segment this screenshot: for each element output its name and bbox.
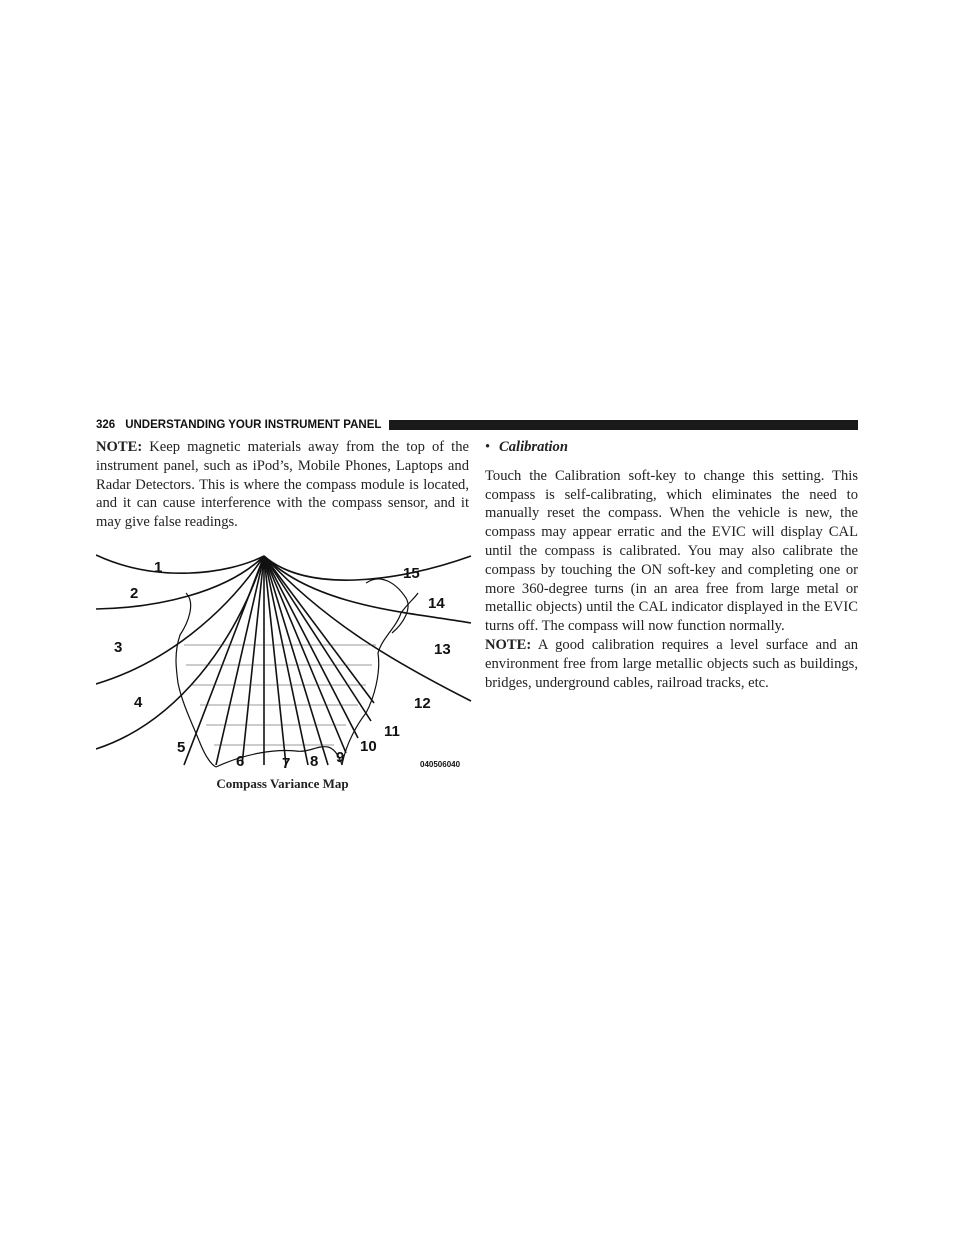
note-label-2: NOTE:	[485, 636, 532, 653]
page-number: 326	[96, 419, 116, 431]
zone-label-11: 11	[384, 723, 400, 740]
zone-label-9: 9	[336, 749, 345, 766]
zone-label-2: 2	[130, 585, 139, 602]
zone-label-12: 12	[414, 695, 431, 712]
calibration-bullet	[485, 438, 858, 457]
zone-label-10: 10	[360, 738, 377, 755]
calibration-paragraph: Touch the Calibration soft-key to change this setting. This compass is self-calibrating, which eliminates the need to manually reset the compass. When the vehicle is new, the compass may appear erratic and the EVIC will display CAL until the compass is calibrated. You may also calibrate the compass by touching the ON soft-key and completing one or more 360-degree turns (in an area free from large metal or metallic objects) until the CAL indicator displayed in the EVIC turns off. The compass will now function normally.	[485, 467, 858, 635]
page-header	[96, 417, 858, 433]
zone-label-14: 14	[428, 595, 445, 612]
bullet-title: Calibration	[499, 439, 568, 455]
calibration-note	[485, 636, 858, 692]
zone-label-7: 7	[282, 755, 291, 771]
section-title: UNDERSTANDING YOUR INSTRUMENT PANEL	[125, 419, 382, 431]
zone-label-5: 5	[177, 739, 186, 756]
note-paragraph	[96, 438, 469, 532]
zone-label-1: 1	[154, 559, 163, 576]
zone-label-4: 4	[134, 694, 143, 711]
figure-code: 040506040	[420, 760, 461, 769]
compass-variance-map	[96, 553, 472, 771]
zone-label-8: 8	[310, 753, 319, 770]
zone-label-15: 15	[403, 565, 420, 582]
note-text: Keep magnetic materials away from the top of the instrument panel, such as iPod’s, Mobile Phones, Laptops and Radar Detectors. This is where the compass module is located, and it can cause interference with the compass sensor, and it may give false readings.	[96, 439, 469, 531]
note-text-2: A good calibration requires a level surface and an environment free from large metallic objects such as buildings, bridges, underground cables, railroad tracks, etc.	[485, 636, 858, 691]
note-label: NOTE:	[96, 439, 143, 455]
zone-label-6: 6	[236, 753, 245, 770]
zone-label-3: 3	[114, 639, 123, 656]
bullet-marker: •	[485, 439, 491, 455]
zone-label-13: 13	[434, 641, 451, 658]
right-column	[485, 438, 858, 692]
figure-caption: Compass Variance Map	[216, 776, 349, 791]
left-column	[96, 438, 469, 532]
header-rule	[389, 420, 858, 430]
